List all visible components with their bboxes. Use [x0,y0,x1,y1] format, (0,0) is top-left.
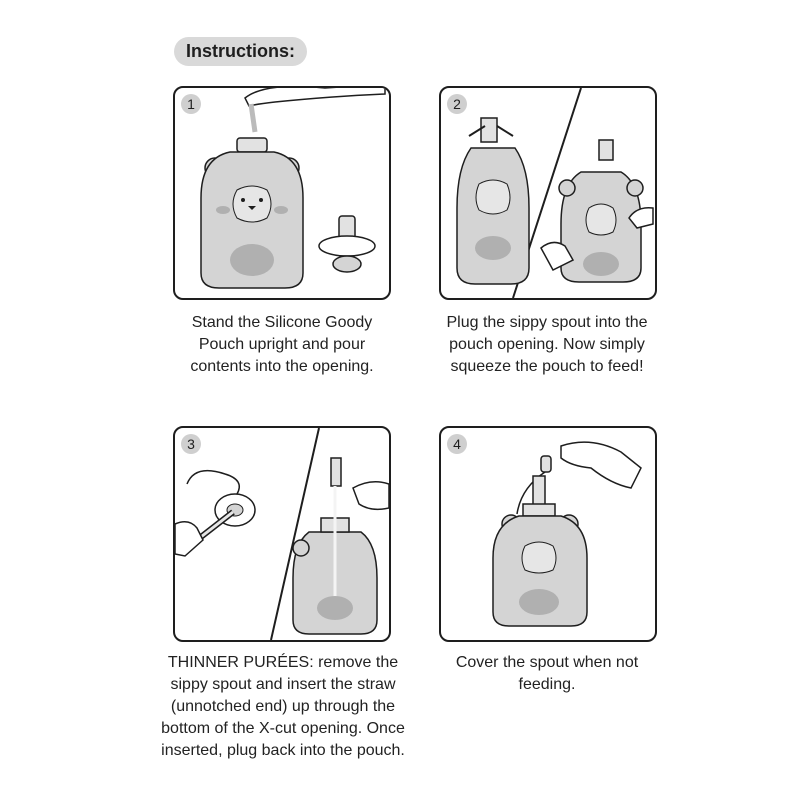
step-1-illustration [175,88,389,298]
step-3-illustration [175,428,389,640]
step-4-caption: Cover the spout when not feeding. [455,654,639,693]
pouch-neck [237,138,267,152]
step-2-caption: Plug the sippy spout into the pouch opening. Now simply squeeze the pouch to feed! [446,314,648,375]
step-2-panel [439,86,657,300]
instructions-heading: Instructions: [174,37,307,66]
step-1-caption: Stand the Silicone Goody Pouch upright and pour contents into the opening. [190,314,374,375]
step-4-number: 4 [447,434,467,454]
step-1-number: 1 [181,94,201,114]
step-4-illustration [441,428,655,640]
step-2-illustration [441,88,655,298]
step-3-number: 3 [181,434,201,454]
step-3-panel [173,426,391,642]
step-3-caption: THINNER PURÉES: remove the sippy spout and insert the straw (unnotched end) up through the bottom of the X-cut opening. Once inserted, plug back into the pouch. [161,654,405,759]
step-4-panel [439,426,657,642]
step-1-panel [173,86,391,300]
step-2-number: 2 [447,94,467,114]
